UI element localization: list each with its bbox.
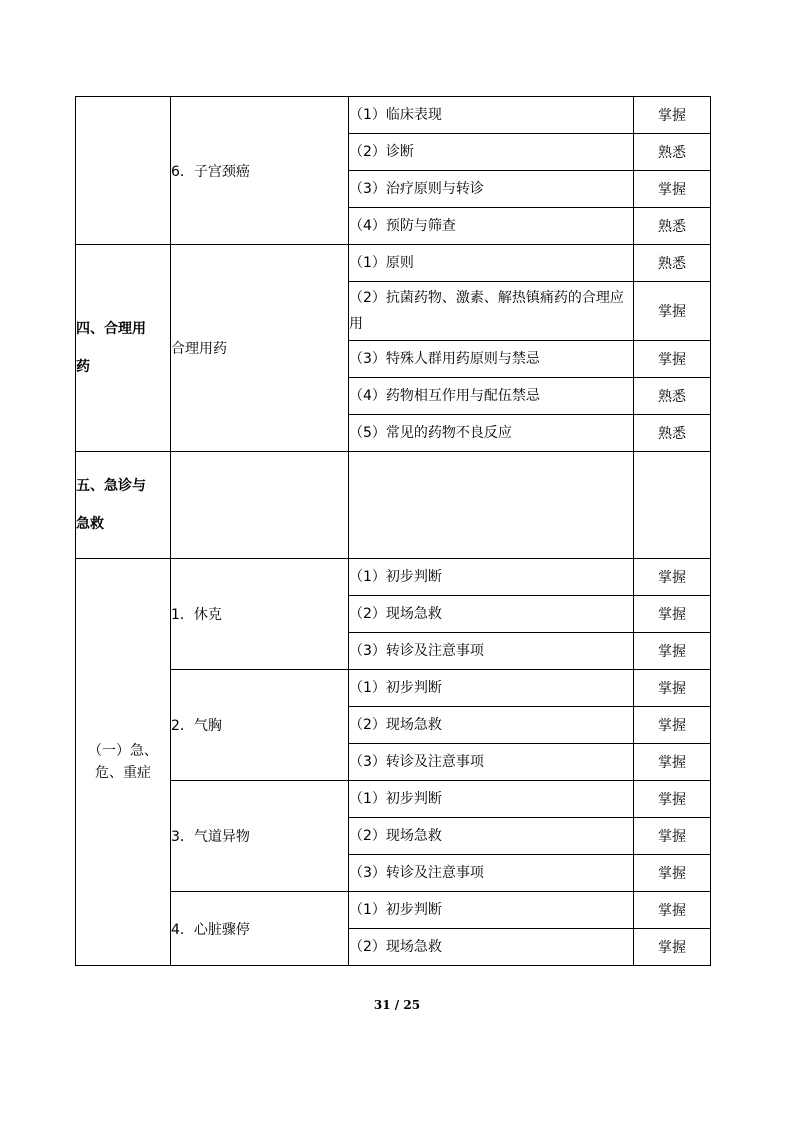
level-cell: 熟悉 [634, 134, 711, 171]
item-cell: （2）抗菌药物、激素、解热镇痛药的合理应用 [349, 282, 634, 341]
level-cell: 掌握 [634, 282, 711, 341]
unit-line: 药 [76, 359, 90, 375]
table-row [76, 452, 711, 559]
level-cell: 掌握 [634, 781, 711, 818]
level-cell: 掌握 [634, 855, 711, 892]
table-row [76, 670, 711, 707]
table-row [76, 97, 711, 134]
item-cell: （2）现场急救 [349, 929, 634, 966]
level-cell: 掌握 [634, 171, 711, 208]
topic-cell: 3．气道异物 [171, 781, 349, 892]
item-cell: （4）药物相互作用与配伍禁忌 [349, 378, 634, 415]
item-cell: （1）初步判断 [349, 670, 634, 707]
topic-cell: 6．子宫颈癌 [171, 97, 349, 245]
unit-cell: （一）急、危、重症 [76, 559, 171, 966]
level-cell: 熟悉 [634, 245, 711, 282]
level-cell: 掌握 [634, 559, 711, 596]
level-cell: 掌握 [634, 744, 711, 781]
item-cell-empty [349, 452, 634, 559]
topic-cell: 4．心脏骤停 [171, 892, 349, 966]
table-row [76, 892, 711, 929]
item-cell: （3）转诊及注意事项 [349, 633, 634, 670]
item-cell: （2）现场急救 [349, 596, 634, 633]
level-cell: 掌握 [634, 341, 711, 378]
level-cell-empty [634, 452, 711, 559]
level-cell: 熟悉 [634, 208, 711, 245]
item-cell: （1）初步判断 [349, 559, 634, 596]
level-cell: 掌握 [634, 596, 711, 633]
item-cell: （1）原则 [349, 245, 634, 282]
syllabus-table [75, 96, 711, 966]
item-cell: （2）诊断 [349, 134, 634, 171]
topic-cell: 2．气胸 [171, 670, 349, 781]
unit-cell [76, 452, 171, 559]
item-cell: （1）临床表现 [349, 97, 634, 134]
level-cell: 掌握 [634, 633, 711, 670]
item-cell: （1）初步判断 [349, 781, 634, 818]
unit-line: 急救 [76, 516, 104, 532]
topic-cell: 合理用药 [171, 245, 349, 452]
unit-cell [76, 245, 171, 452]
level-cell: 掌握 [634, 707, 711, 744]
page-number: 31 / 25 [373, 998, 421, 1012]
level-cell: 掌握 [634, 670, 711, 707]
unit-cell-empty [76, 97, 171, 245]
item-cell: （1）初步判断 [349, 892, 634, 929]
table-row [76, 245, 711, 282]
table-row [76, 559, 711, 596]
level-cell: 掌握 [634, 818, 711, 855]
item-cell: （2）现场急救 [349, 818, 634, 855]
unit-line: 五、急诊与 [76, 478, 146, 494]
item-cell: （2）现场急救 [349, 707, 634, 744]
item-cell: （3）治疗原则与转诊 [349, 171, 634, 208]
table-row [76, 781, 711, 818]
item-cell: （4）预防与筛查 [349, 208, 634, 245]
level-cell: 掌握 [634, 97, 711, 134]
item-cell: （5）常见的药物不良反应 [349, 415, 634, 452]
unit-line: 四、合理用 [76, 321, 146, 337]
item-cell: （3）转诊及注意事项 [349, 855, 634, 892]
level-cell: 掌握 [634, 929, 711, 966]
topic-cell: 1．休克 [171, 559, 349, 670]
item-cell: （3）特殊人群用药原则与禁忌 [349, 341, 634, 378]
level-cell: 掌握 [634, 892, 711, 929]
item-cell: （3）转诊及注意事项 [349, 744, 634, 781]
topic-cell-empty [171, 452, 349, 559]
level-cell: 熟悉 [634, 378, 711, 415]
level-cell: 熟悉 [634, 415, 711, 452]
